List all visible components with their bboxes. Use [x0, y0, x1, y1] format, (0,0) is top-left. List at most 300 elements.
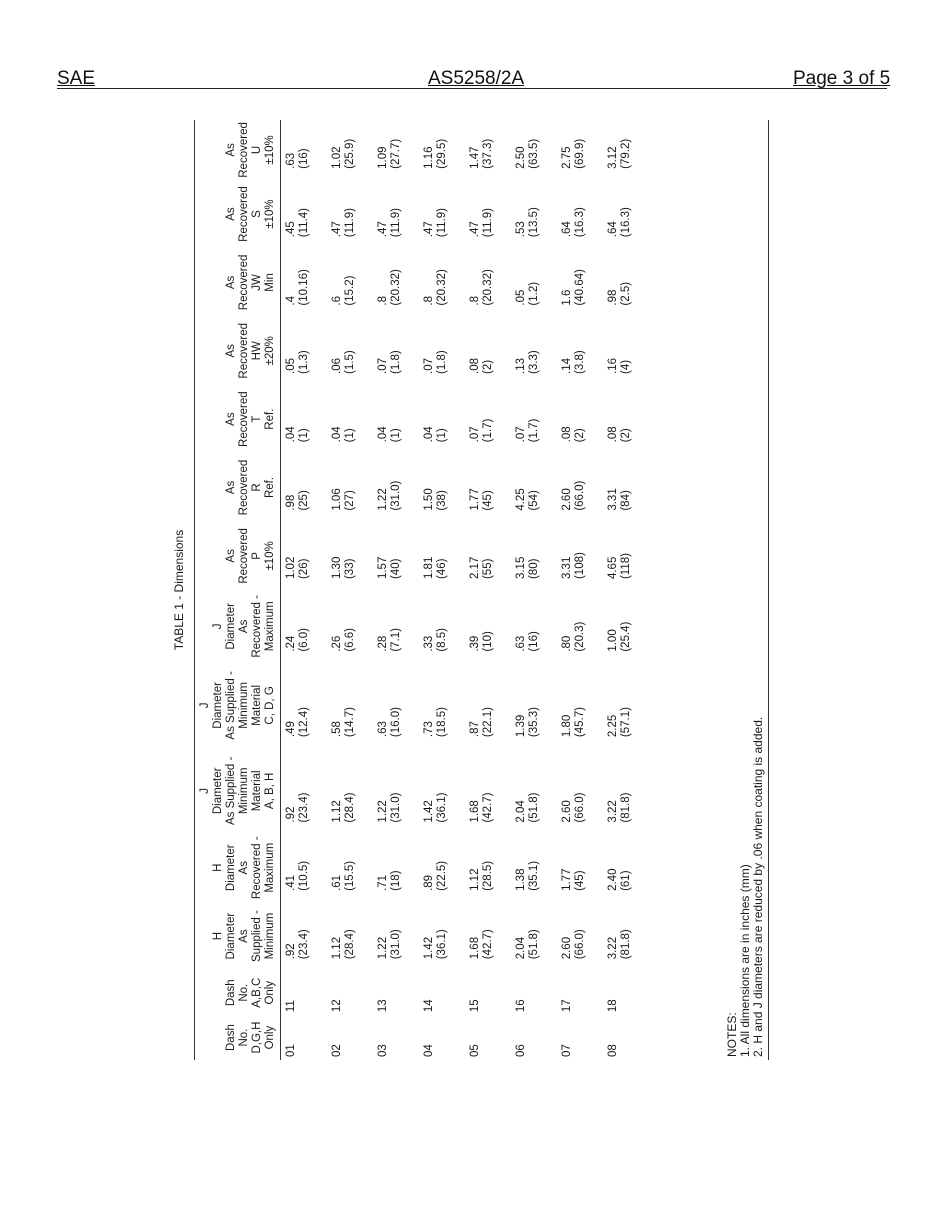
dash-number-cell: 05: [469, 1044, 481, 1057]
mm-value: (1.7): [528, 418, 540, 443]
dimension-cell: [331, 663, 377, 748]
column-header-line: Recovered: [238, 254, 250, 311]
dimension-cell: [281, 385, 332, 453]
mm-value: (11.9): [436, 208, 448, 238]
mm-value: (11.9): [390, 208, 402, 238]
dimension-cell: [377, 453, 423, 521]
column-header: [195, 317, 281, 385]
column-header: [195, 1015, 281, 1060]
mm-value: (66.0): [574, 480, 586, 511]
dimension-cell: [281, 834, 332, 902]
column-header-line: D,G,H: [251, 1021, 263, 1054]
column-header-line: HW: [251, 341, 263, 361]
mm-value: (14.7): [344, 707, 356, 738]
dimension-cell: [423, 748, 469, 833]
inch-value: .63: [515, 635, 527, 652]
inch-value: .08: [561, 426, 573, 443]
dimension-cell: [281, 453, 332, 521]
dimension-cell: [469, 590, 515, 663]
inch-value: .47: [423, 221, 435, 238]
column-header-line: J: [199, 702, 211, 709]
column-header-line: Minimum: [264, 912, 276, 960]
inch-value: 2.50: [515, 146, 527, 169]
dash-number-cell: 01: [285, 1044, 297, 1057]
dash-number-cell: 07: [561, 1044, 573, 1057]
mm-value: (42.7): [482, 929, 494, 960]
dimension-cell: [423, 663, 469, 748]
inch-value: .53: [515, 221, 527, 238]
column-header-line: H: [212, 863, 224, 872]
inch-value: .28: [377, 635, 389, 652]
mm-value: (45): [574, 870, 586, 891]
dimension-cell: [561, 748, 607, 833]
mm-value: (12.4): [298, 707, 310, 738]
inch-value: .06: [331, 357, 343, 374]
dimension-cell: [515, 590, 561, 663]
inch-value: .47: [331, 221, 343, 238]
column-header-line: Material: [251, 770, 263, 812]
inch-value: .26: [331, 635, 343, 652]
inch-value: .04: [423, 426, 435, 443]
mm-value: (16): [528, 631, 540, 652]
mm-value: (13.5): [528, 207, 540, 238]
dimension-cell: [281, 590, 332, 663]
dimension-cell: [469, 385, 515, 453]
inch-value: 1.12: [331, 800, 343, 823]
dimension-cell: [281, 317, 332, 385]
dimension-cell: [607, 834, 653, 902]
inch-value: .33: [423, 635, 435, 652]
dimension-cell: [561, 248, 607, 316]
mm-value: (69.9): [574, 138, 586, 169]
mm-value: (6.6): [344, 628, 356, 652]
inch-value: 1.12: [469, 868, 481, 891]
column-header-line: C, D, G: [264, 686, 276, 725]
column-header-line: ±10%: [264, 541, 276, 571]
dimension-cell: [607, 522, 653, 590]
column-header: [195, 970, 281, 1015]
mm-value: (84): [620, 490, 632, 511]
inch-value: 1.09: [377, 146, 389, 169]
inch-value: 3.31: [561, 556, 573, 580]
dimension-cell: [561, 590, 607, 663]
mm-value: (10.5): [298, 860, 310, 891]
mm-value: (1.8): [436, 350, 448, 374]
dimension-cell: [423, 453, 469, 521]
dash-number-cell: 16: [515, 999, 527, 1013]
inch-value: .73: [423, 721, 435, 738]
inch-value: .89: [423, 874, 435, 891]
mm-value: (45): [482, 490, 494, 511]
mm-value: (81.8): [620, 929, 632, 960]
mm-value: (1): [344, 428, 356, 443]
mm-value: (15.2): [344, 275, 356, 306]
inch-value: .92: [285, 806, 297, 823]
dimension-cell: [423, 120, 469, 180]
column-header: [195, 248, 281, 316]
column-header-line: As: [225, 412, 237, 426]
mm-value: (26): [298, 558, 310, 580]
dimension-cell: [469, 834, 515, 902]
mm-value: (54): [528, 490, 540, 511]
inch-value: 2.40: [607, 868, 619, 891]
inch-value: 1.02: [331, 146, 343, 169]
dimension-cell: [377, 748, 423, 833]
mm-value: (1.5): [344, 350, 356, 374]
inch-value: .13: [515, 357, 527, 374]
dimension-cell: [515, 834, 561, 902]
mm-value: (18): [390, 870, 402, 891]
column-header: [195, 590, 281, 663]
column-header-line: J: [199, 787, 211, 794]
dimension-cell: [561, 522, 607, 590]
table-notes: [726, 717, 765, 1057]
inch-value: .58: [331, 721, 343, 738]
dimension-cell: [515, 120, 561, 180]
inch-value: .47: [469, 221, 481, 238]
mm-value: (3.3): [528, 350, 540, 374]
dimension-cell: [331, 385, 377, 453]
dimension-cell: [377, 120, 423, 180]
dimension-cell: [515, 248, 561, 316]
dimension-cell: [607, 385, 653, 453]
dimension-cell: [423, 834, 469, 902]
dimension-cell: [281, 120, 332, 180]
mm-value: (20.32): [436, 269, 448, 306]
table-row: [469, 120, 515, 1060]
dimension-cell: [331, 317, 377, 385]
column-header-line: R: [251, 483, 263, 492]
mm-value: (7.1): [390, 628, 402, 652]
mm-value: (15.5): [344, 860, 356, 891]
table-header-row: [195, 120, 281, 1060]
column-header-line: Diameter: [225, 912, 237, 960]
dimension-cell: [423, 180, 469, 248]
mm-value: (6.0): [298, 628, 310, 652]
column-header-line: ±10%: [264, 135, 276, 165]
dimension-cell: [377, 385, 423, 453]
dash-number-cell: 08: [607, 1044, 619, 1057]
mm-value: (1.8): [390, 350, 402, 374]
column-header-line: Minimum: [238, 682, 250, 729]
column-header-line: T: [251, 415, 263, 423]
dimension-cell: [331, 902, 377, 970]
inch-value: .08: [607, 426, 619, 443]
column-header-line: As Supplied -: [225, 671, 237, 740]
dimension-cell: [377, 663, 423, 748]
column-header-line: As: [225, 275, 237, 290]
column-header: [195, 385, 281, 453]
inch-value: 1.39: [515, 714, 527, 738]
dimension-cell: [469, 902, 515, 970]
inch-value: .04: [285, 426, 297, 443]
inch-value: .04: [377, 426, 389, 443]
mm-value: (29.5): [436, 138, 448, 169]
dimension-cell: [515, 902, 561, 970]
inch-value: .98: [607, 289, 619, 306]
mm-value: (4): [620, 359, 632, 374]
note-1: 1. All dimensions are in inches (mm): [738, 864, 752, 1057]
inch-value: 1.22: [377, 488, 389, 511]
inch-value: 1.80: [561, 714, 573, 738]
inch-value: .04: [331, 426, 343, 443]
inch-value: .8: [469, 296, 481, 306]
table-bottom-rule: [768, 120, 769, 1060]
dimension-cell: [423, 385, 469, 453]
mm-value: (11.9): [344, 208, 356, 238]
inch-value: 1.68: [469, 800, 481, 823]
dimension-cell: [331, 748, 377, 833]
dimension-cell: [515, 522, 561, 590]
dash-number-cell: 14: [423, 999, 435, 1013]
column-header-line: As: [238, 929, 250, 943]
inch-value: .4: [285, 296, 297, 306]
dimension-cell: [331, 120, 377, 180]
dimension-cell: [561, 180, 607, 248]
mm-value: (40.64): [574, 269, 586, 306]
mm-value: (16.0): [390, 707, 402, 738]
dimension-cell: [607, 590, 653, 663]
header-page-number: Page 3 of 5: [793, 68, 891, 89]
column-header: [195, 522, 281, 590]
column-header-line: Diameter: [225, 603, 237, 650]
mm-value: (35.3): [528, 707, 540, 738]
inch-value: .8: [423, 296, 435, 306]
mm-value: (18.5): [436, 707, 448, 738]
inch-value: 1.42: [423, 800, 435, 823]
dimension-cell: [377, 902, 423, 970]
inch-value: .24: [285, 635, 297, 652]
column-header-line: As Supplied -: [225, 756, 237, 826]
dimension-cell: [515, 385, 561, 453]
inch-value: 1.02: [285, 556, 297, 580]
inch-value: 1.77: [561, 868, 573, 891]
dimension-cell: [469, 248, 515, 316]
dimension-cell: [469, 317, 515, 385]
mm-value: (20.3): [574, 621, 586, 652]
column-header-line: Recovered: [238, 528, 250, 584]
dimension-cell: [331, 453, 377, 521]
mm-value: (20.32): [390, 269, 402, 306]
inch-value: 3.22: [607, 800, 619, 823]
inch-value: 1.38: [515, 868, 527, 891]
dimension-cell: [515, 663, 561, 748]
inch-value: 2.60: [561, 936, 573, 960]
inch-value: .8: [377, 296, 389, 306]
header-document-number: AS5258/2A: [428, 68, 525, 89]
inch-value: 1.57: [377, 556, 389, 580]
dimension-cell: [607, 120, 653, 180]
mm-value: (28.4): [344, 792, 356, 823]
inch-value: 3.22: [607, 936, 619, 960]
inch-value: 2.17: [469, 556, 481, 580]
dimension-cell: [469, 663, 515, 748]
mm-value: (25.4): [620, 621, 632, 652]
mm-value: (1.3): [298, 350, 310, 374]
column-header-line: Dash: [225, 1024, 237, 1051]
dimension-cell: [607, 902, 653, 970]
mm-value: (23.4): [298, 792, 310, 823]
inch-value: .07: [377, 357, 389, 374]
inch-value: .61: [331, 874, 343, 891]
column-header-line: Recovered: [238, 322, 250, 379]
mm-value: (25.9): [344, 138, 356, 169]
mm-value: (1): [390, 428, 402, 443]
inch-value: 1.81: [423, 556, 435, 580]
mm-value: (80): [528, 558, 540, 580]
inch-value: .49: [285, 721, 297, 738]
inch-value: .92: [285, 943, 297, 960]
mm-value: (10): [482, 631, 494, 652]
column-header-line: H: [212, 931, 224, 941]
dimension-cell: [469, 522, 515, 590]
dimension-cell: [331, 590, 377, 663]
inch-value: 1.22: [377, 800, 389, 823]
inch-value: 1.12: [331, 936, 343, 960]
column-header-line: Ref.: [264, 476, 276, 499]
dimension-cell: [561, 902, 607, 970]
mm-value: (42.7): [482, 792, 494, 823]
dimension-cell: [281, 902, 332, 970]
table-row: [607, 120, 653, 1060]
dimension-cell: [377, 180, 423, 248]
mm-value: (61): [620, 870, 632, 891]
table-row: [377, 120, 423, 1060]
dimension-cell: [281, 748, 332, 833]
mm-value: (81.8): [620, 792, 632, 823]
mm-value: (2): [482, 359, 494, 374]
mm-value: (63.5): [528, 138, 540, 169]
dimension-cell: [561, 453, 607, 521]
column-header-line: As: [238, 619, 250, 634]
table-row: [423, 120, 469, 1060]
note-2: 2. H and J diameters are reduced by .06 when coating is added.: [751, 716, 765, 1057]
mm-value: (2.5): [620, 281, 632, 306]
dimension-cell: [607, 180, 653, 248]
dimension-cell: [607, 663, 653, 748]
inch-value: .64: [561, 221, 573, 238]
dimension-cell: [469, 453, 515, 521]
column-header-line: As: [225, 549, 237, 563]
inch-value: 3.31: [607, 488, 619, 511]
column-header-line: Only: [264, 1025, 276, 1050]
mm-value: (1.7): [482, 418, 494, 443]
dash-number-cell: 02: [331, 1044, 343, 1057]
column-header-line: A, B, H: [264, 772, 276, 810]
column-header-line: S: [251, 210, 263, 218]
inch-value: 3.12: [607, 146, 619, 169]
mm-value: (66.0): [574, 929, 586, 960]
inch-value: .63: [377, 721, 389, 738]
dash-number-cell: 04: [423, 1044, 435, 1057]
dimension-cell: [377, 317, 423, 385]
dimension-cell: [515, 748, 561, 833]
column-header: [195, 663, 281, 748]
inch-value: 1.16: [423, 146, 435, 169]
mm-value: (36.1): [436, 929, 448, 960]
inch-value: 1.68: [469, 936, 481, 960]
inch-value: .16: [607, 357, 619, 374]
column-header-line: As: [238, 861, 250, 875]
column-header-line: JW: [251, 274, 263, 291]
dimension-cell: [377, 522, 423, 590]
dimension-cell: [377, 590, 423, 663]
column-header-line: As: [225, 207, 237, 221]
column-header-line: Diameter: [212, 767, 224, 815]
inch-value: .80: [561, 635, 573, 652]
mm-value: (1): [436, 428, 448, 443]
mm-value: (51.8): [528, 929, 540, 960]
column-header-line: Recovered -: [251, 836, 263, 900]
dimension-cell: [561, 834, 607, 902]
inch-value: 1.6: [561, 289, 573, 306]
mm-value: (27): [344, 490, 356, 511]
dimension-cell: [515, 180, 561, 248]
table-row: [515, 120, 561, 1060]
header-left: SAE: [57, 68, 96, 89]
column-header-line: Ref.: [264, 408, 276, 430]
inch-value: .05: [285, 357, 297, 374]
mm-value: (108): [574, 552, 586, 580]
dimension-cell: [561, 385, 607, 453]
column-header-line: P: [251, 552, 263, 560]
dimension-cell: [607, 748, 653, 833]
mm-value: (1.2): [528, 281, 540, 306]
column-header-line: Diameter: [225, 844, 237, 892]
inch-value: .14: [561, 357, 573, 374]
dimension-cell: [469, 120, 515, 180]
table-row: [281, 120, 332, 1060]
mm-value: (66.0): [574, 792, 586, 823]
inch-value: .6: [331, 296, 343, 306]
dimension-cell: [281, 663, 332, 748]
mm-value: (31.0): [390, 480, 402, 511]
mm-value: (57.1): [620, 707, 632, 738]
dash-number-cell: 17: [561, 999, 573, 1013]
table-row: [331, 120, 377, 1060]
column-header: [195, 453, 281, 521]
mm-value: (10.16): [298, 269, 310, 306]
dimensions-table: [194, 120, 653, 1060]
mm-value: (20.32): [482, 269, 494, 306]
inch-value: 1.42: [423, 936, 435, 960]
inch-value: 1.50: [423, 488, 435, 511]
mm-value: (22.1): [482, 707, 494, 738]
mm-value: (23.4): [298, 929, 310, 960]
column-header-line: As: [225, 480, 237, 495]
column-header-line: As: [225, 143, 237, 157]
column-header: [195, 748, 281, 833]
inch-value: 1.77: [469, 488, 481, 511]
dimensions-table-region: [172, 120, 774, 1060]
column-header-line: Maximum: [264, 601, 276, 652]
dimension-cell: [423, 248, 469, 316]
dimension-cell: [331, 180, 377, 248]
column-header-line: ±10%: [264, 199, 276, 229]
dimension-cell: [281, 522, 332, 590]
inch-value: .07: [423, 357, 435, 374]
dimension-cell: [423, 902, 469, 970]
mm-value: (11.9): [482, 208, 494, 238]
mm-value: (36.1): [436, 792, 448, 823]
column-header-line: J: [212, 623, 224, 630]
column-header-line: Material: [251, 684, 263, 726]
inch-value: .87: [469, 721, 481, 738]
column-header-line: No.: [238, 983, 250, 1002]
dimension-cell: [281, 180, 332, 248]
dash-number-cell: 18: [607, 999, 619, 1013]
mm-value: (38): [436, 490, 448, 511]
